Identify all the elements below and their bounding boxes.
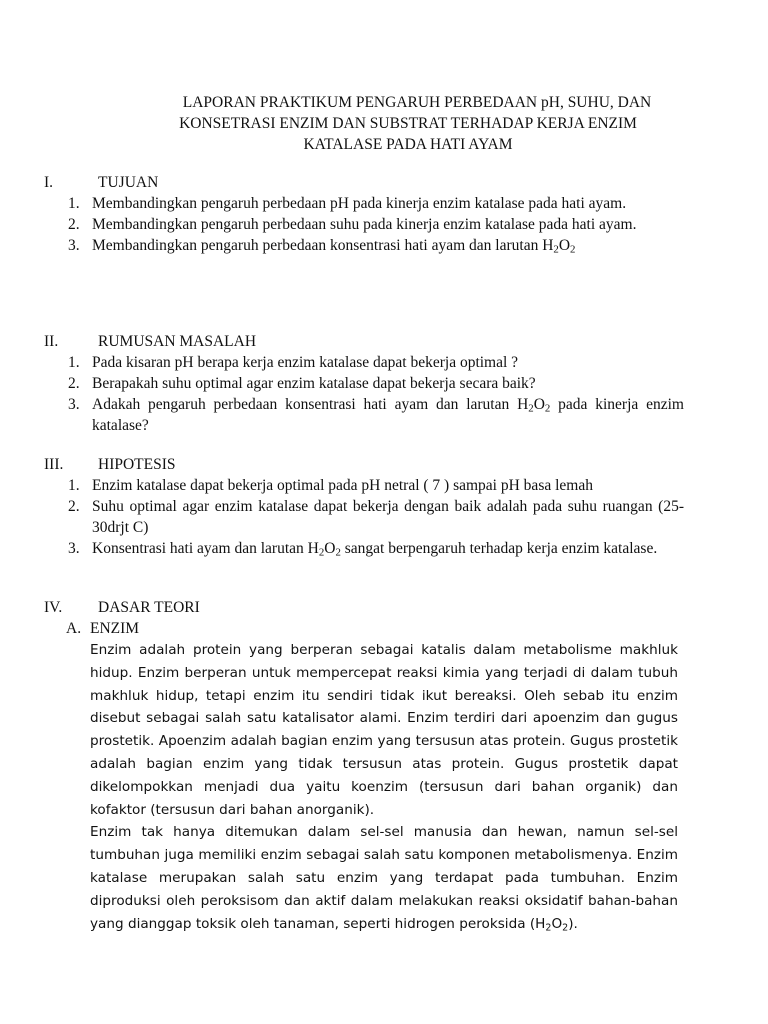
list-item [44,214,684,235]
section-heading [44,454,684,475]
section-heading [44,331,684,352]
list-text: Enzim katalase dapat bekerja optimal pada pH netral ( 7 ) sampai pH basa lemah [92,477,593,494]
section-title: RUMUSAN MASALAH [98,333,257,350]
section-title: TUJUAN [98,174,159,191]
section-rumusan-masalah [44,331,684,436]
hypothesis-list [44,475,684,559]
section-heading [44,172,684,193]
list-number: 1. [68,354,80,371]
list-text: Konsentrasi hati ayam dan larutan H [92,540,319,557]
subscript: 2 [562,921,569,933]
section-title: DASAR TEORI [98,599,200,616]
section-number: IV. [44,599,63,616]
list-number: 3. [68,396,80,413]
list-number: 3. [68,540,80,557]
section-hipotesis [44,454,684,559]
list-number: 3. [68,237,80,254]
list-text: Membandingkan pengaruh perbedaan suhu pada kinerja enzim katalase pada hati ayam. [92,216,637,233]
paragraph-text: ). [568,915,578,932]
section-heading [44,597,684,618]
list-text: O [324,540,336,557]
paragraph: Enzim adalah protein yang berperan sebagai katalis dalam metabolisme makhluk hidup. Enzim berperan untuk mempercepat reaksi kimia yang terjadi di dalam tubuh makhluk hidup, tetapi enzim itu sendiri tidak ikut bereaksi. Oleh sebab itu enzim disebut sebagai salah satu katalisator alami. Enzim terdiri dari apoenzim dan gugus prostetik. Apoenzim adalah bagian enzim yang tersusun atas protein. Gugus prostetik adalah bagian enzim yang tidak tersusun atas protein. Gugus prostetik dapat dikelompokkan menjadi dua yaitu koenzim (tersusun dari bahan organik) dan kofaktor (tersusun dari bahan anorganik). [90,642,678,818]
subscript: 2 [553,243,559,256]
subscript: 2 [544,402,551,415]
list-text: pada kinerja enzim katalase? [92,396,684,434]
subscript: 2 [318,546,325,559]
list-item [44,475,684,496]
list-text: Suhu optimal agar enzim katalase dapat bekerja dengan baik adalah pada suhu ruangan (25-30drjt C) [92,498,684,536]
section-number: III. [44,456,64,473]
subscript: 2 [570,243,576,256]
section-dasar-teori [44,597,684,618]
list-text: sangat berpengaruh terhadap kerja enzim katalase. [340,540,658,557]
list-text: Membandingkan pengaruh perbedaan pH pada kinerja enzim katalase pada hati ayam. [92,195,627,212]
list-item [44,373,684,394]
subscript: 2 [545,921,552,933]
subscript: 2 [528,402,534,415]
subscript: 2 [335,546,341,559]
title-line-2: KONSETRASI ENZIM DAN SUBSTRAT TERHADAP KERJA ENZIM [179,115,637,132]
list-item [44,538,684,559]
list-number: 2. [68,216,80,233]
list-item [44,193,684,214]
section-number: I. [44,174,54,191]
enzim-body-text [90,639,678,935]
list-text: Membandingkan pengaruh perbedaan konsentrasi hati ayam dan larutan H [92,237,554,254]
objective-list [44,193,684,256]
list-number: 2. [68,498,80,515]
paragraph-text: Enzim tak hanya ditemukan dalam sel-sel manusia dan hewan, namun sel-sel tumbuhan juga memiliki enzim sebagai salah satu komponen metabolismenya. Enzim katalase merupakan salah satu enzim yang terdapat pada tumbuhan. Enzim diproduksi oleh peroksisom dan aktif dalam melakukan reaksi oksidatif bahan-bahan yang dianggap toksik oleh tanaman, seperti hidrogen peroksida (H [90,824,678,932]
list-item [44,235,684,256]
title-line-1: LAPORAN PRAKTIKUM PENGARUH PERBEDAAN pH, SUHU, DAN [182,94,652,111]
list-item [44,496,684,538]
list-item [44,394,684,436]
list-text: Pada kisaran pH berapa kerja enzim katalase dapat bekerja optimal ? [92,354,519,371]
list-text: Adakah pengaruh perbedaan konsentrasi hati ayam dan larutan H [92,396,529,413]
list-text: O [533,396,545,413]
subsection-title: ENZIM [90,620,140,637]
report-title [108,92,708,155]
list-text: Berapakah suhu optimal agar enzim katalase dapat bekerja secara baik? [92,375,536,392]
title-line-3: KATALASE PADA HATI AYAM [303,136,513,153]
section-number: II. [44,333,59,350]
paragraph [90,821,678,935]
subsection-heading-enzim [66,618,139,639]
list-item [44,352,684,373]
section-tujuan [44,172,684,256]
list-text: O [558,237,571,254]
subsection-letter: A. [66,620,82,637]
list-number: 2. [68,375,80,392]
list-number: 1. [68,195,80,212]
list-number: 1. [68,477,80,494]
section-title: HIPOTESIS [98,456,176,473]
paragraph-text: O [551,915,563,932]
problem-list [44,352,684,436]
